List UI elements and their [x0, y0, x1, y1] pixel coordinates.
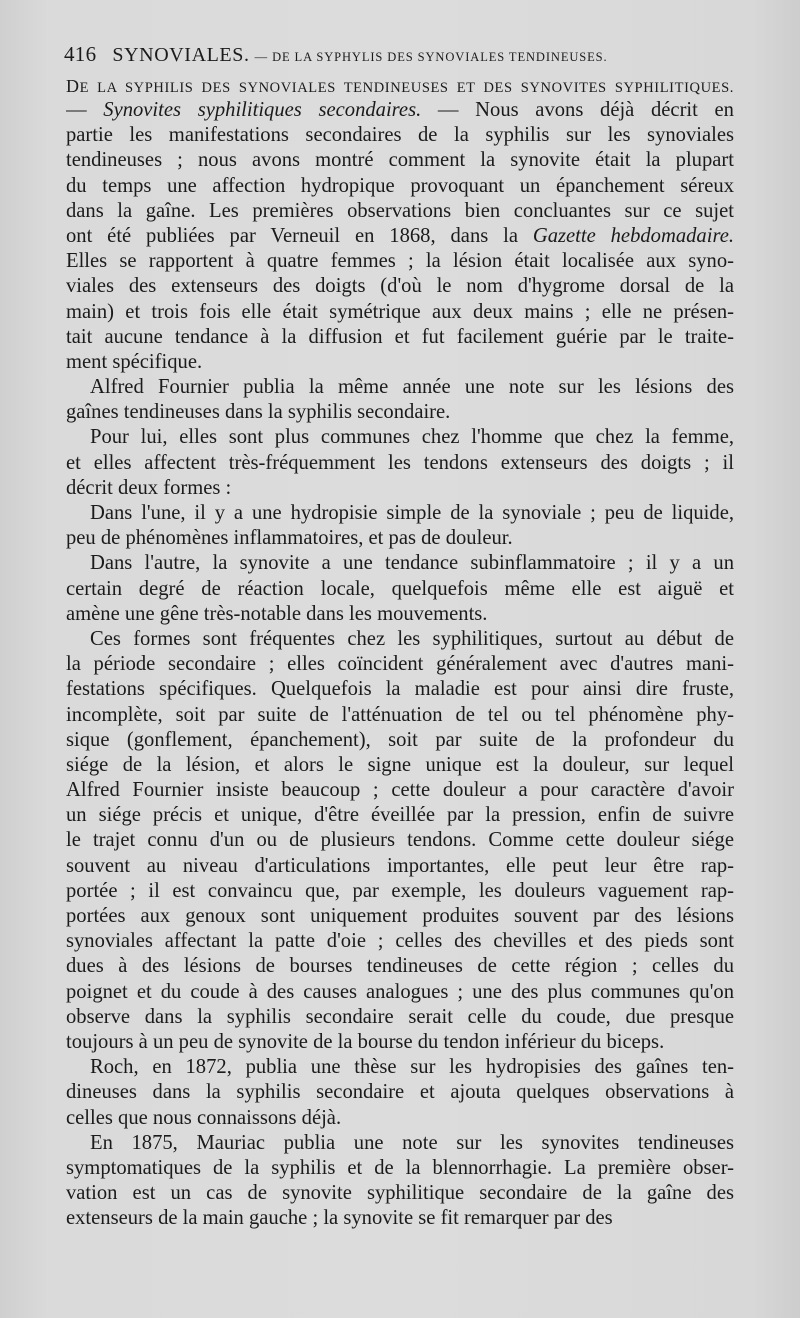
text-line: amène une gêne très-notable dans les mouvements. — [66, 602, 488, 625]
text-line: Pour lui, elles sont plus communes chez l'homme que chez la femme, — [90, 426, 734, 449]
text-line: Roch, en 1872, publia une thèse sur les hydropisies des gaînes ten- — [90, 1056, 734, 1079]
running-header — [64, 42, 754, 67]
text-line: observe dans la syphilis secondaire serait celle du coude, due presque — [66, 1005, 734, 1028]
text-line: toujours à un peu de synovite de la bourse du tendon inférieur du biceps. — [66, 1030, 665, 1053]
paragraph — [66, 98, 734, 375]
text-line: symptomatiques de la syphilis et de la blennorrhagie. La première obser- — [66, 1156, 734, 1179]
text-line: le trajet connu d'un ou de plusieurs tendons. Comme cette douleur siége — [66, 829, 734, 852]
text-line: portées aux genoux sont uniquement produites souvent par des lésions — [66, 905, 734, 927]
text-line: un siége précis et unique, d'être éveillée par la pression, enfin de suivre — [66, 804, 734, 827]
text-line: extenseurs de la main gauche ; la synovite se fit remarquer par des — [66, 1207, 613, 1230]
text-line: main) et trois fois elle était symétrique aux deux mains ; elle ne présen- — [66, 300, 734, 323]
text-line: du temps une affection hydropique provoquant un épanchement séreux — [66, 174, 734, 197]
body-text — [66, 74, 734, 1231]
text-line: tait aucune tendance à la diffusion et fut facilement guérie par le traite- — [66, 325, 734, 348]
text-line: festations spécifiques. Quelquefois la maladie est pour ainsi dire fruste, — [66, 678, 734, 701]
running-subtitle: — DE LA SYPHYLIS DES SYNOVIALES TENDINEUSES. — [254, 50, 608, 64]
paragraph — [66, 501, 734, 551]
text-line: Dans l'une, il y a une hydropisie simple de la synoviale ; peu de liquide, — [90, 502, 734, 524]
text-line: siége de la lésion, et alors le signe unique est la douleur, sur lequel — [66, 753, 734, 776]
paragraph — [66, 1131, 734, 1232]
paragraph — [66, 375, 734, 425]
paragraph — [66, 627, 734, 1055]
text-line: certain degré de réaction locale, quelquefois même elle est aiguë et — [66, 577, 734, 600]
text-line: décrit deux formes : — [66, 476, 232, 499]
text-line: celles que nous connaissons déjà. — [66, 1106, 342, 1129]
text-line: synoviales affectant la patte d'oie ; celles des chevilles et des pieds sont — [66, 930, 734, 953]
text-line: sique (gonflement, épanchement), soit par suite de la profondeur du — [66, 728, 734, 751]
text-line: vation est un cas de synovite syphilitique secondaire de la gaîne des — [66, 1182, 734, 1205]
text-line: Ces formes sont fréquentes chez les syphilitiques, surtout au début de — [90, 627, 734, 650]
text-line: tendineuses ; nous avons montré comment la synovite était la plupart — [66, 149, 734, 172]
text-line: partie les manifestations secondaires de la syphilis sur les synoviales — [66, 124, 734, 147]
text-line: incomplète, soit par suite de l'atténuation de tel ou tel phénomène phy- — [66, 703, 734, 726]
text-line: En 1875, Mauriac publia une note sur les synovites tendineuses — [90, 1131, 734, 1154]
text-line: la période secondaire ; elles coïncident généralement avec d'autres mani- — [66, 653, 734, 676]
book-title: SYNOVIALES. — [112, 44, 250, 66]
text-line: et elles affectent très-fréquemment les tendons extenseurs des doigts ; il — [66, 451, 734, 474]
text-line: dans la gaîne. Les premières observations bien concluantes sur ce sujet — [66, 199, 734, 222]
text-line: souvent au niveau d'articulations importantes, elle peut leur être rap- — [66, 854, 734, 877]
text-line: Dans l'autre, la synovite a une tendance subinflammatoire ; il y a un — [90, 552, 734, 575]
text-line: ont été publiées par Verneuil en 1868, dans la Gazette hebdomadaire. — [66, 224, 734, 247]
text-line: viales des extenseurs des doigts (d'où le nom d'hygrome dorsal de la — [66, 275, 734, 298]
paragraph — [66, 1055, 734, 1131]
text-line: dineuses dans la syphilis secondaire et ajouta quelques observations à — [66, 1081, 734, 1104]
text-line: Alfred Fournier insiste beaucoup ; cette douleur a pour caractère d'avoir — [66, 779, 734, 802]
text-line: gaînes tendineuses dans la syphilis secondaire. — [66, 401, 451, 424]
text-line: — Synovites syphilitiques secondaires. — Nous avons déjà décrit en — [66, 99, 734, 121]
page-number: 416 — [64, 42, 97, 66]
text-line: peu de phénomènes inflammatoires, et pas de douleur. — [66, 527, 513, 550]
text-line: Elles se rapportent à quatre femmes ; la lésion était localisée aux syno- — [66, 250, 734, 273]
text-line: Alfred Fournier publia la même année une note sur les lésions des — [90, 376, 734, 399]
paragraph — [66, 425, 734, 501]
text-line: dues à des lésions de bourses tendineuses de cette région ; celles du — [66, 955, 734, 978]
text-line: portée ; il est convaincu que, par exemple, les douleurs vaguement rap- — [66, 879, 734, 902]
paragraph — [66, 551, 734, 627]
paragraphs — [66, 98, 734, 1231]
text-line: ment spécifique. — [66, 350, 203, 373]
text-line: poignet et du coude à des causes analogues ; une des plus communes qu'on — [66, 980, 734, 1003]
section-title: DE LA SYPHILIS DES SYNOVIALES TENDINEUSES ET DES SYNOVITES SYPHILITIQUES. — [66, 76, 734, 96]
